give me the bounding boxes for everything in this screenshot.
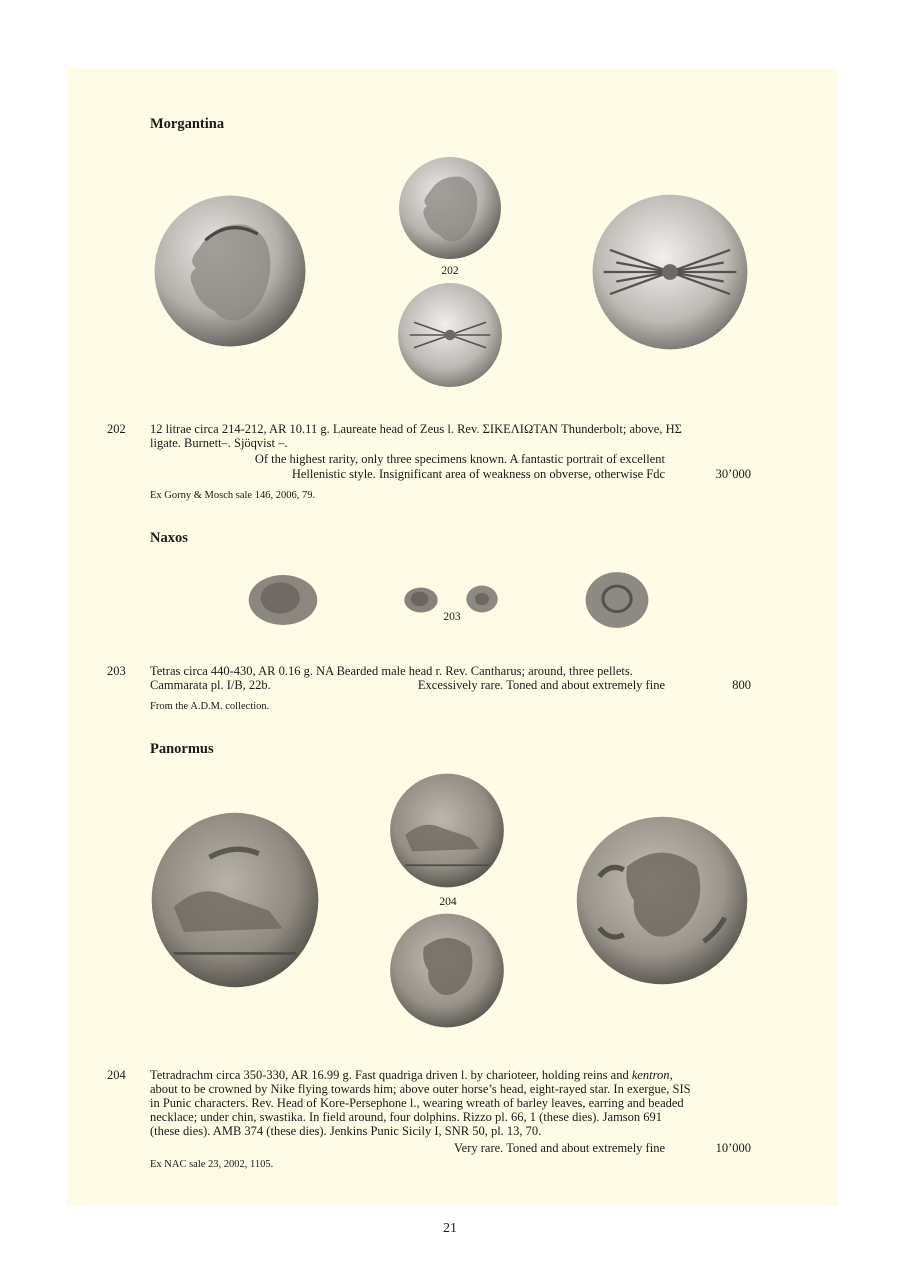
lot-204-description-line: necklace; under chin, swastika. In field around, four dolphins. Rizzo pl. 66, 1 (these dies). Jamson 691: [150, 1110, 663, 1124]
lot-204-description-line: (these dies). AMB 374 (these dies). Jenkins Punic Sicily I, SNR 50, pl. 13, 70.: [150, 1124, 542, 1138]
lot-203-estimate: 800: [732, 678, 751, 692]
lot-203-description-line: Tetras circa 440-430, AR 0.16 g. NA Bearded male head r. Rev. Cantharus; around, three pellets.: [150, 664, 633, 678]
lot-204-description-text: ,: [669, 1068, 673, 1082]
coin-label-204: 204: [439, 896, 457, 908]
coin-202-obverse-enlarged: [150, 194, 310, 348]
section-heading-naxos: Naxos: [150, 530, 188, 546]
lot-204-provenance: Ex NAC sale 23, 2002, 1105.: [150, 1159, 274, 1170]
lot-203-description-line: Cammarata pl. I/B, 22b.: [150, 678, 271, 692]
lot-204-description-line: about to be crowned by Nike flying towards him; above outer horse’s head, eight-rayed star. In exergue, SIS: [150, 1082, 691, 1096]
lot-204-description: [150, 1068, 760, 1138]
coin-202-obverse: [397, 156, 503, 260]
coin-204-obverse-enlarged: [150, 811, 320, 989]
coin-203-reverse-enlarged: [585, 571, 649, 629]
lot-202-remark-line: Of the highest rarity, only three specimens known. A fantastic portrait of excellent: [254, 452, 665, 466]
lot-204-description-text: Tetradrachm circa 350-330, AR 16.99 g. Fast quadriga driven l. by charioteer, holding reins and: [150, 1068, 632, 1082]
lot-203-grade: Excessively rare. Toned and about extremely fine: [417, 678, 665, 692]
lot-number-202: 202: [107, 422, 126, 436]
lot-202-estimate: 30’000: [715, 467, 751, 481]
lot-204-grade: Very rare. Toned and about extremely fine: [454, 1141, 665, 1155]
lot-203-provenance: From the A.D.M. collection.: [150, 701, 270, 712]
lot-202-provenance: Ex Gorny & Mosch sale 146, 2006, 79.: [150, 490, 316, 501]
lot-number-204: 204: [107, 1068, 126, 1082]
coin-203-obverse-enlarged: [248, 574, 318, 626]
lot-204-description-line: [150, 1068, 760, 1082]
lot-202-description-line: 12 litrae circa 214-212, AR 10.11 g. Laureate head of Zeus l. Rev. ΣΙΚΕΛΙΩΤΑΝ Thunderbolt; above, ΗΣ: [150, 422, 682, 436]
lot-204-description-italic: kentron: [631, 1068, 670, 1082]
lot-204-estimate: 10’000: [715, 1141, 751, 1155]
coin-202-reverse-enlarged: [590, 193, 750, 351]
coin-label-203: 203: [443, 611, 461, 623]
lot-202-remark-line: Hellenistic style. Insignificant area of weakness on obverse, otherwise Fdc: [291, 467, 665, 481]
coin-label-202: 202: [441, 265, 459, 277]
lot-number-203: 203: [107, 664, 126, 678]
coin-202-reverse: [397, 282, 503, 388]
page-number: 21: [443, 1221, 457, 1236]
coin-204-reverse-enlarged: [575, 815, 749, 986]
lot-202-description: [150, 422, 760, 450]
section-heading-morgantina: Morgantina: [150, 116, 225, 132]
coin-203-obverse: [404, 587, 438, 613]
coin-204-obverse: [389, 772, 505, 889]
coin-204-reverse: [389, 912, 505, 1029]
lot-204-description-line: in Punic characters. Rev. Head of Kore-Persephone l., wearing wreath of barley leaves, earring and beaded: [150, 1096, 684, 1110]
lot-202-description-line: ligate. Burnett–. Sjöqvist –.: [150, 436, 288, 450]
coin-203-reverse: [466, 585, 498, 613]
section-heading-panormus: Panormus: [150, 741, 214, 757]
